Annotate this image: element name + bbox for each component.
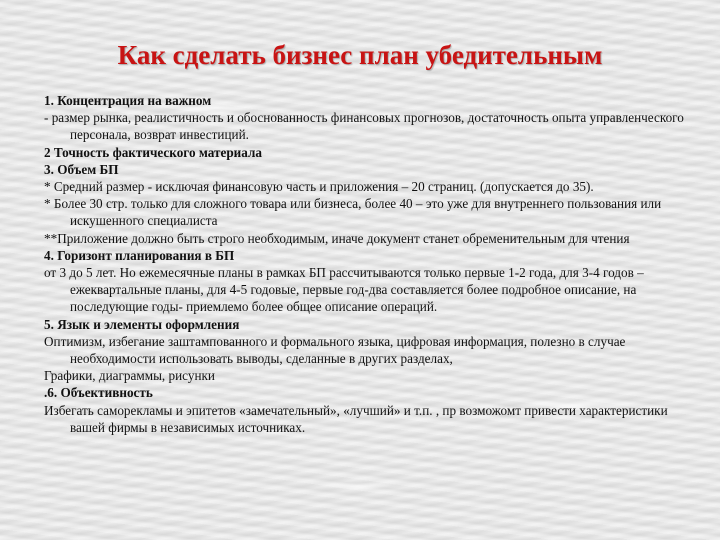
- section-heading-objectivity: .6. Объективность: [44, 385, 153, 401]
- paragraph-volume-appendix: **Приложение должно быть строго необходимым, иначе документ станет обременительным для чтения: [44, 230, 630, 246]
- paragraph-volume-average: * Средний размер - исключая финансовую часть и приложения – 20 страниц. (допускается до 35).: [44, 179, 594, 195]
- slide-body: [44, 92, 684, 436]
- section-heading-volume: 3. Объем БП: [44, 161, 119, 177]
- section-heading-accuracy: 2 Точность фактического материала: [44, 144, 262, 160]
- paragraph-focus-details: - размер рынка, реалистичность и обоснованность финансовых прогнозов, достаточность опыта управленческого персонала, возврат инвестиций.: [44, 110, 684, 143]
- paragraph-horizon-details: от 3 до 5 лет. Но ежемесячные планы в рамках БП рассчитываются только первые 1-2 года, для 3-4 годов – ежеквартальные планы, для 4-5 годовые, первые год-два составляется более подробное описание, на последующие годы- приемлемо более общее описание операций.: [44, 265, 644, 315]
- paragraph-objectivity-details: Избегать саморекламы и эпитетов «замечательный», «лучший» и т.п. , пр возможомт привести характеристики вашей фирмы в независимых источниках.: [44, 402, 668, 435]
- section-heading-focus: 1. Концентрация на важном: [44, 93, 212, 108]
- paragraph-language-details: Оптимизм, избегание заштампованного и формального языка, цифровая информация, полезно в случае необходимости использовать выводы, сделанные в других разделах,: [44, 333, 626, 367]
- paragraph-volume-over-30: * Более 30 стр. только для сложного товара или бизнеса, более 40 – это уже для внутреннего пользования или искушенного специалиста: [44, 196, 662, 229]
- section-heading-horizon: 4. Горизонт планирования в БП: [44, 247, 235, 263]
- section-heading-language: 5. Язык и элементы оформления: [44, 316, 240, 332]
- paragraph-language-graphics: Графики, диаграммы, рисунки: [44, 368, 215, 384]
- slide-title: Как сделать бизнес план убедительным: [117, 40, 603, 70]
